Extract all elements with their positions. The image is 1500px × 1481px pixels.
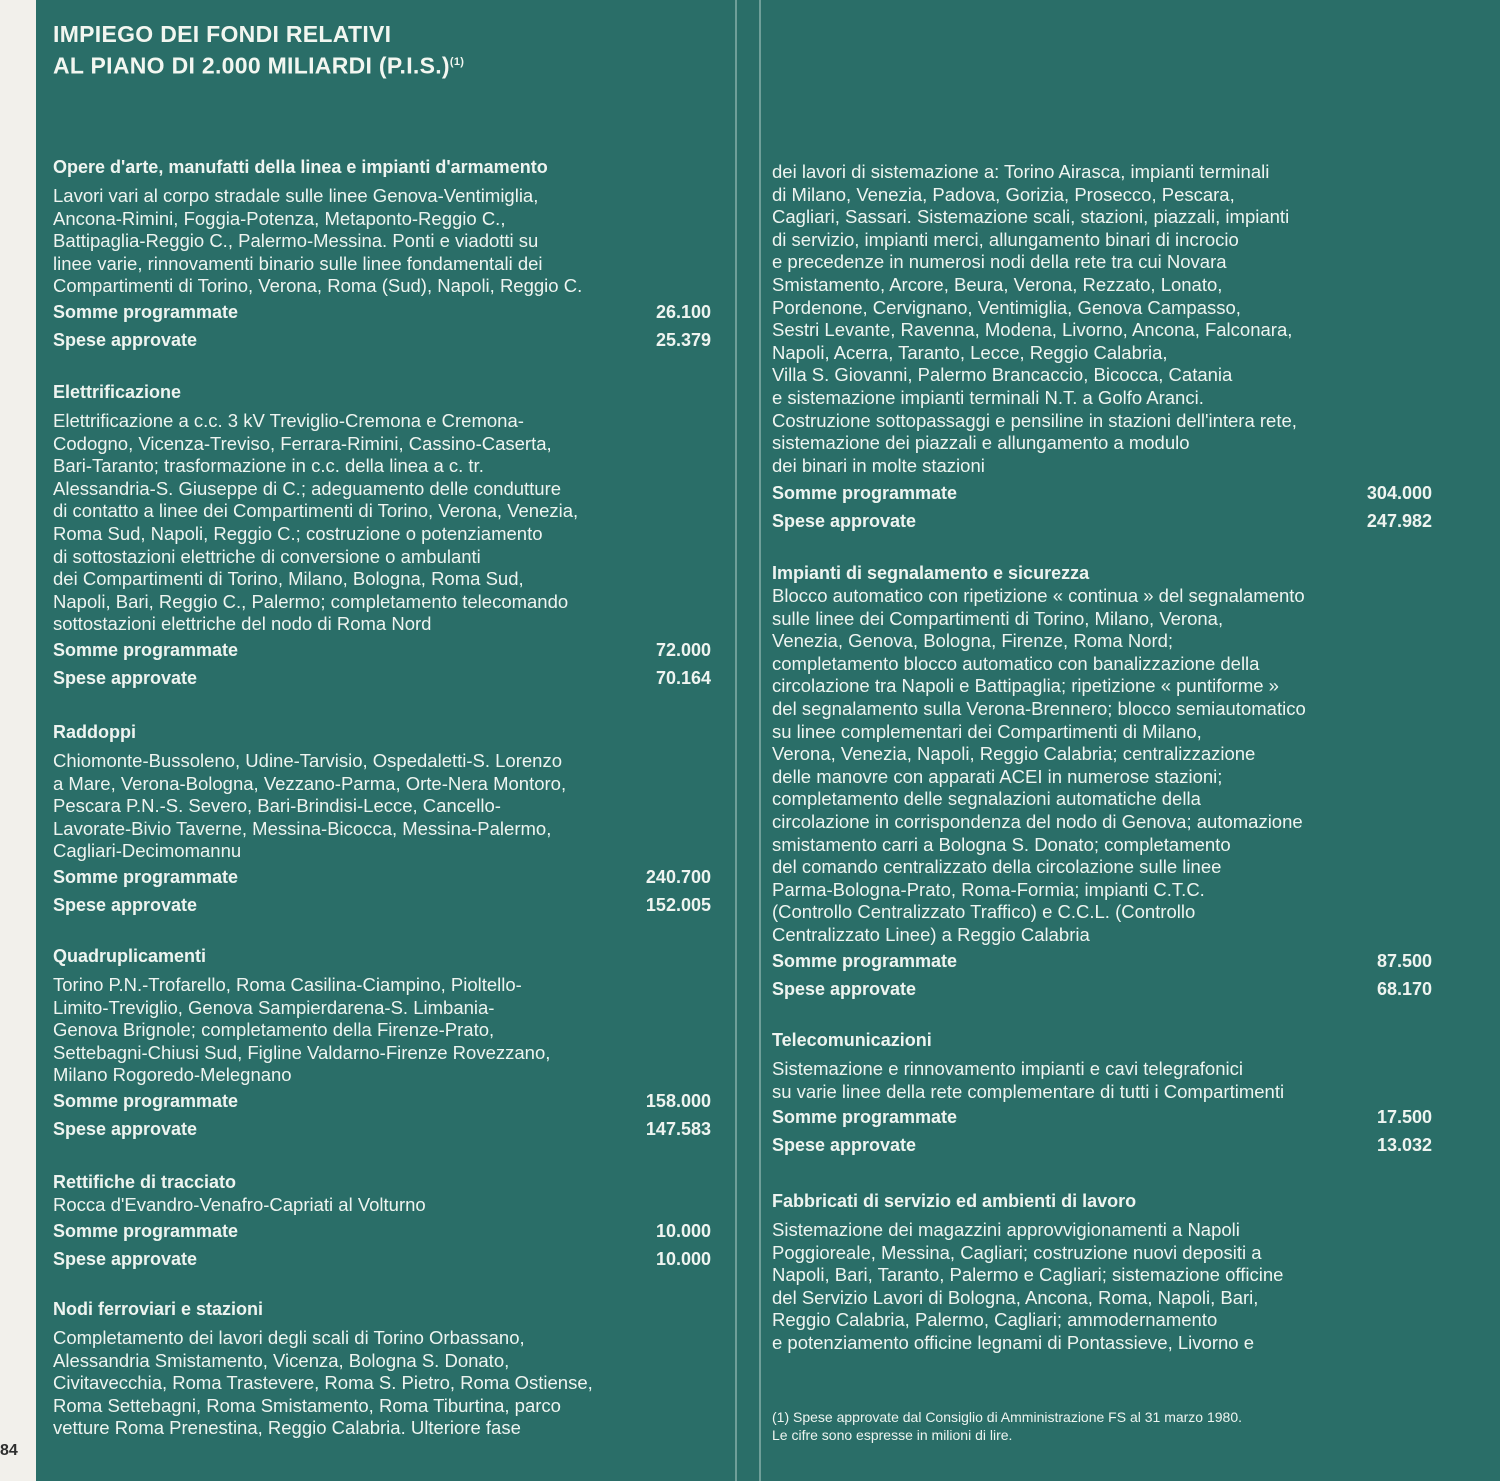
programmed-row: [53, 863, 711, 891]
programmed-row: [772, 479, 1432, 507]
programmed-label: Somme programmate: [772, 950, 958, 971]
programmed-value: 10.000: [655, 1220, 711, 1241]
section-heading: Fabbricati di servizio ed ambienti di lavoro: [772, 1191, 1137, 1211]
approved-row: [53, 1245, 711, 1273]
section-body: dei lavori di sistemazione a: Torino Airasca, impianti terminali di Milano, Venezia, Padova, Gorizia, Prosecco, Pescara, Cagliari, Sassari. Sistemazione scali, stazioni, piazzali, impianti di servizio, impianti merci, allungamento binari di incrocio e precedenze in numerosi nodi della rete tra cui Novara Smistamento, Arcore, Beura, Verona, Rezzato, Lonato, Pordenone, Cervignano, Ventimiglia, Genova Campasso, Sestri Levante, Ravenna, Modena, Livorno, Ancona, Falconara, Napoli, Acerra, Taranto, Lecce, Reggio Calabria, Villa S. Giovanni, Palermo Brancaccio, Bicocca, Catania e sistemazione impianti terminali N.T. a Golfo Aranci. Costruzione sottopassaggi e pensiline in stazioni dell'intera rete, sistemazione dei piazzali e allungamento a modulo dei binari in molte stazioni: [772, 161, 1297, 476]
programmed-row: [772, 1103, 1432, 1131]
programmed-value: 72.000: [655, 639, 711, 660]
approved-value: 25.379: [655, 329, 711, 350]
programmed-label: Somme programmate: [772, 483, 958, 504]
programmed-row: [53, 1087, 711, 1115]
section-body: Torino P.N.-Trofarello, Roma Casilina-Ciampino, Pioltello- Limito-Treviglio, Genova Sampierdarena-S. Limbania- Genova Brignole; completamento della Firenze-Prato, Settebagni-Chiusi Sud, Figline Valdarno-Firenze Rovezzano, Milano Rogoredo-Melegnano: [53, 974, 551, 1086]
title-footnote-marker: (1): [449, 56, 465, 68]
approved-row: [772, 1131, 1432, 1159]
approved-label: Spese approvate: [53, 329, 198, 350]
section-fabbricati: [772, 1189, 1432, 1355]
approved-row: [772, 975, 1432, 1003]
section-opere-arte: [53, 155, 711, 354]
approved-row: [53, 664, 711, 692]
approved-row: [53, 1115, 711, 1143]
approved-label: Spese approvate: [53, 667, 198, 688]
approved-value: 10.000: [655, 1248, 711, 1269]
title-line-2: AL PIANO DI 2.000 MILIARDI (P.I.S.): [53, 52, 450, 79]
section-body: Blocco automatico con ripetizione « continua » del segnalamento sulle linee dei Compartimenti di Torino, Milano, Verona, Venezia, Genova, Bologna, Firenze, Roma Nord; completamento blocco automatico con banalizzazione della circolazione tra Napoli e Battipaglia; ripetizione « puntiforme » del segnalamento sulla Verona-Brennero; blocco semiautomatico su linee complementari dei Compartimenti di Milano, Verona, Venezia, Napoli, Reggio Calabria; centralizzazione delle manovre con apparati ACEI in numerose stazioni; completamento delle segnalazioni automatiche della circolazione in corrispondenza del nodo di Genova; automazione smistamento carri a Bologna S. Donato; completamento del comando centralizzato della circolazione sulle linee Parma-Bologna-Prato, Roma-Formia; impianti C.T.C. (Controllo Centralizzato Traffico) e C.C.L. (Controllo Centralizzato Linee) a Reggio Calabria: [772, 585, 1306, 945]
approved-label: Spese approvate: [53, 894, 198, 915]
section-telecomunicazioni: [772, 1028, 1432, 1159]
approved-row: [53, 326, 711, 354]
column-divider: [735, 0, 761, 1481]
section-heading: Elettrificazione: [53, 382, 182, 402]
programmed-label: Somme programmate: [53, 866, 239, 887]
programmed-value: 158.000: [645, 1090, 711, 1111]
section-heading: Quadruplicamenti: [53, 946, 207, 966]
approved-value: 152.005: [645, 894, 711, 915]
programmed-label: Somme programmate: [53, 1090, 239, 1111]
approved-value: 147.583: [645, 1118, 711, 1139]
section-body: Rocca d'Evandro-Venafro-Capriati al Volturno: [53, 1194, 426, 1215]
section-heading: Opere d'arte, manufatti della linea e impianti d'armamento: [53, 157, 548, 177]
programmed-value: 304.000: [1366, 483, 1432, 504]
section-raddoppi: [53, 720, 711, 919]
section-segnalamento: [772, 561, 1432, 1003]
section-nodi-ferroviari: [53, 1297, 711, 1440]
section-body: Sistemazione dei magazzini approvvigionamenti a Napoli Poggioreale, Messina, Cagliari; costruzione nuovi depositi a Napoli, Bari, Taranto, Palermo e Cagliari; sistemazione officine del Servizio Lavori di Bologna, Ancona, Roma, Napoli, Bari, Reggio Calabria, Palermo, Cagliari; ammodernamento e potenziamento officine legnami di Pontassieve, Livorno e: [772, 1219, 1284, 1353]
approved-value: 247.982: [1366, 511, 1432, 532]
programmed-row: [53, 636, 711, 664]
approved-label: Spese approvate: [772, 1135, 917, 1156]
section-heading: Nodi ferroviari e stazioni: [53, 1299, 264, 1319]
footnote: (1) Spese approvate dal Consiglio di Amministrazione FS al 31 marzo 1980. Le cifre sono espresse in milioni di lire.: [772, 1409, 1243, 1443]
programmed-label: Somme programmate: [772, 1107, 958, 1128]
section-rettifiche: [53, 1170, 711, 1273]
page-background: [36, 0, 1500, 1481]
programmed-value: 17.500: [1376, 1107, 1432, 1128]
programmed-row: [772, 947, 1432, 975]
programmed-row: [53, 1217, 711, 1245]
section-quadruplicamenti: [53, 944, 711, 1143]
programmed-row: [53, 298, 711, 326]
approved-label: Spese approvate: [772, 978, 917, 999]
approved-value: 70.164: [655, 667, 711, 688]
approved-row: [53, 891, 711, 919]
page-number: 84: [0, 1442, 18, 1459]
section-heading: Rettifiche di tracciato: [53, 1172, 237, 1192]
approved-label: Spese approvate: [772, 511, 917, 532]
approved-row: [772, 507, 1432, 535]
programmed-value: 87.500: [1376, 950, 1432, 971]
approved-value: 13.032: [1376, 1135, 1432, 1156]
programmed-label: Somme programmate: [53, 301, 239, 322]
programmed-label: Somme programmate: [53, 1220, 239, 1241]
section-nodi-continued: [772, 161, 1432, 535]
approved-label: Spese approvate: [53, 1248, 198, 1269]
section-body: Elettrificazione a c.c. 3 kV Treviglio-Cremona e Cremona- Codogno, Vicenza-Treviso, Ferrara-Rimini, Cassino-Caserta, Bari-Taranto; trasformazione in c.c. della linea a c. tr. Alessandria-S. Giuseppe di C.; adeguamento delle condutture di contatto a linee dei Compartimenti di Torino, Verona, Venezia, Roma Sud, Napoli, Reggio C.; costruzione o potenziamento di sottostazioni elettriche di conversione o ambulanti dei Compartimenti di Torino, Milano, Bologna, Roma Sud, Napoli, Bari, Reggio C., Palermo; completamento telecomando sottostazioni elettriche del nodo di Roma Nord: [53, 410, 579, 635]
section-body: Chiomonte-Bussoleno, Udine-Tarvisio, Ospedaletti-S. Lorenzo a Mare, Verona-Bologna, Vezzano-Parma, Orte-Nera Montoro, Pescara P.N.-S. Severo, Bari-Brindisi-Lecce, Cancello- Lavorate-Bivio Taverne, Messina-Bicocca, Messina-Palermo, Cagliari-Decimomannu: [53, 750, 567, 862]
page-title: [53, 20, 464, 80]
section-heading: Impianti di segnalamento e sicurezza: [772, 563, 1090, 583]
section-elettrificazione: [53, 380, 711, 692]
section-body: Lavori vari al corpo stradale sulle linee Genova-Ventimiglia, Ancona-Rimini, Foggia-Potenza, Metaponto-Reggio C., Battipaglia-Reggio C., Palermo-Messina. Ponti e viadotti su linee varie, rinnovamenti binario sulle linee fondamentali dei Compartimenti di Torino, Verona, Roma (Sud), Napoli, Reggio C.: [53, 185, 583, 297]
section-heading: Telecomunicazioni: [772, 1030, 932, 1050]
section-heading: Raddoppi: [53, 722, 136, 742]
programmed-label: Somme programmate: [53, 639, 239, 660]
approved-label: Spese approvate: [53, 1118, 198, 1139]
approved-value: 68.170: [1376, 978, 1432, 999]
section-body: Completamento dei lavori degli scali di Torino Orbassano, Alessandria Smistamento, Vicenza, Bologna S. Donato, Civitavecchia, Roma Trastevere, Roma S. Pietro, Roma Ostiense, Roma Settebagni, Roma Smistamento, Roma Tiburtina, parco vetture Roma Prenestina, Reggio Calabria. Ulteriore fase: [53, 1327, 593, 1439]
programmed-value: 240.700: [645, 866, 711, 887]
section-body: Sistemazione e rinnovamento impianti e cavi telegrafonici su varie linee della rete complementare di tutti i Compartimenti: [772, 1058, 1285, 1102]
title-line-1: IMPIEGO DEI FONDI RELATIVI: [53, 21, 392, 47]
programmed-value: 26.100: [655, 301, 711, 322]
